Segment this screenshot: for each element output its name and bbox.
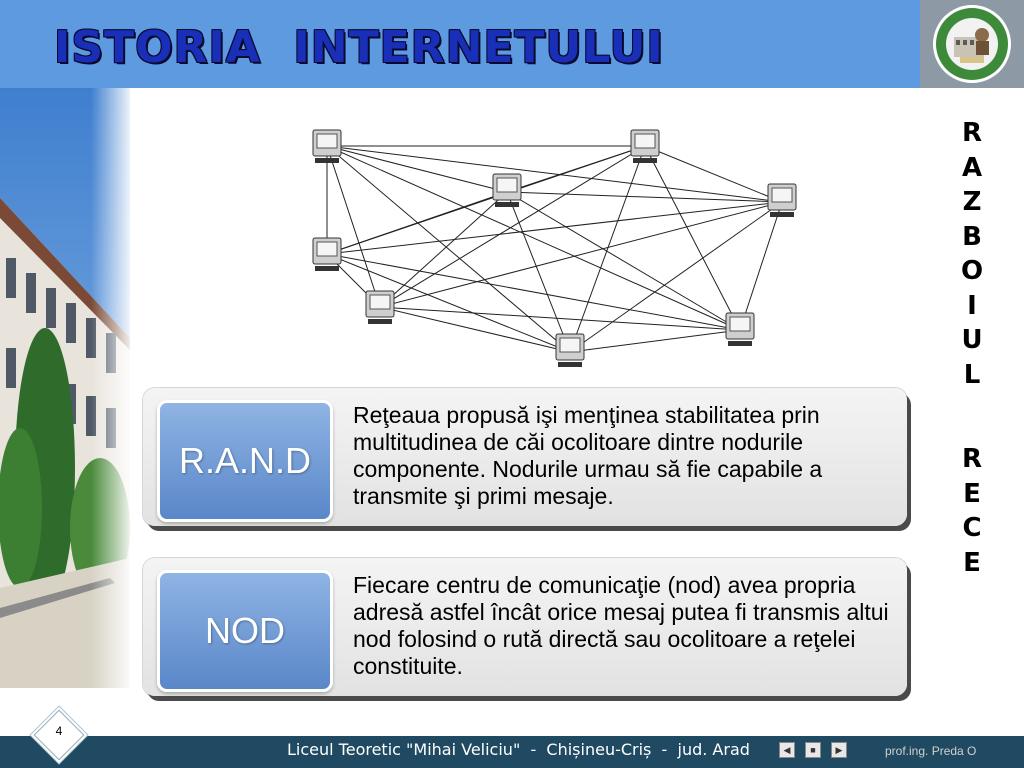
vertical-letter: C: [962, 513, 982, 543]
page-number: 4: [55, 724, 63, 738]
page-title: ISTORIA INTERNETULUI: [54, 22, 664, 73]
computer-node-icon: [313, 130, 341, 163]
vertical-letter: O: [960, 256, 984, 286]
nod-description: Fiecare centru de comunicaţie (nod) avea propria adresă astfel încât orice mesaj putea fi transmis altui nod folosind o rută directă sau ocolitoare a reţelei constituite.: [353, 572, 889, 679]
rand-card: [143, 388, 907, 526]
footer-author: prof.ing. Preda O: [885, 744, 977, 758]
prev-slide-button[interactable]: ◀: [779, 742, 795, 758]
school-logo: [932, 3, 1012, 85]
vertical-letter: A: [961, 152, 983, 183]
computer-node-icon: [556, 334, 584, 367]
vertical-letter: R: [961, 118, 983, 148]
network-links: [327, 146, 782, 352]
vertical-letter: I: [967, 290, 977, 321]
rand-description: Reţeaua propusă işi menţinea stabilitatea prin multitudinea de căi ocolitoare dintre nodurile componente. Nodurile urmau să fie capabile a transmite şi primi mesaje.: [353, 402, 823, 509]
vertical-letter: Z: [962, 187, 982, 217]
computer-node-icon: [313, 238, 341, 271]
vertical-letter: E: [963, 478, 981, 509]
header-bar: [0, 0, 920, 88]
vertical-letter: R: [961, 444, 983, 474]
computer-node-icon: [726, 313, 754, 346]
computer-node-icon: [493, 174, 521, 207]
footer-bar: [0, 736, 1024, 768]
network-diagram: [305, 122, 805, 372]
school-building-photo: [0, 88, 130, 688]
home-slide-button[interactable]: ■: [805, 742, 821, 758]
side-banner: [920, 88, 1024, 736]
nod-label: NOD: [157, 570, 333, 692]
vertical-letter: U: [961, 325, 983, 355]
computer-node-icon: [768, 184, 796, 217]
computer-node-icon: [631, 130, 659, 163]
vertical-letter: E: [963, 547, 981, 578]
next-slide-button[interactable]: ▶: [831, 742, 847, 758]
computer-node-icon: [366, 291, 394, 324]
rand-label: R.A.N.D: [157, 400, 333, 522]
vertical-title: [920, 116, 1024, 580]
nod-card: [143, 558, 907, 696]
logo-panel: [920, 0, 1024, 88]
vertical-letter: L: [963, 359, 981, 390]
network-nodes: [313, 130, 796, 367]
vertical-letter: B: [962, 221, 982, 252]
footer-school: Liceul Teoretic "Mihai Veliciu" - Chișineu-Criș - jud. Arad: [287, 740, 750, 759]
